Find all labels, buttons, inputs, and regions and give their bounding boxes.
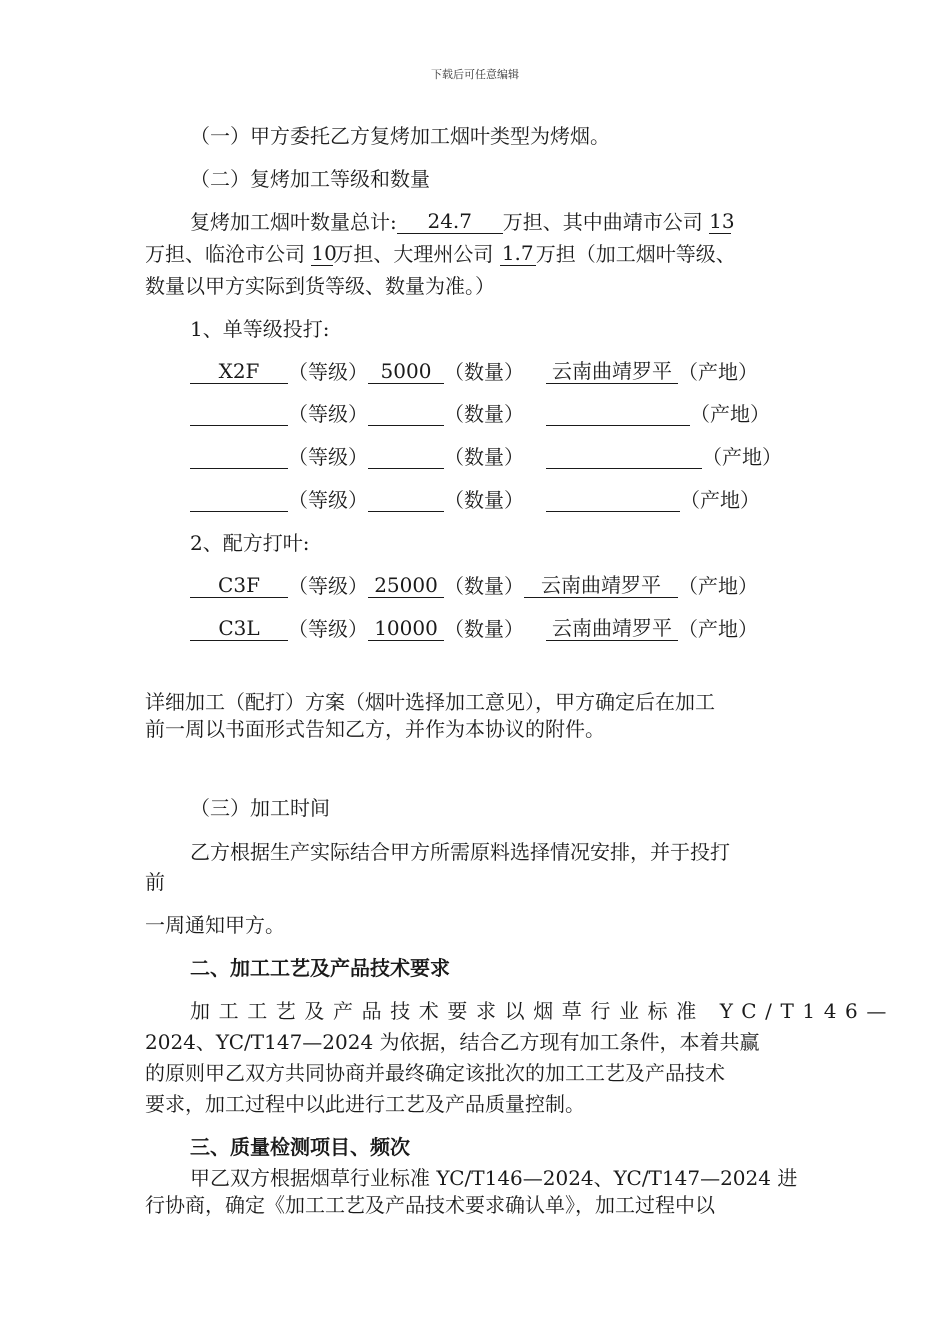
section-2-line-1: 加工工艺及产品技术要求以烟草行业标准 YC/T146— [190, 999, 895, 1023]
single-grade-row [190, 488, 760, 512]
total-mid4: 万担（加工烟叶等级、 [535, 242, 736, 266]
origin-label: （产地） [678, 574, 758, 598]
grade-label: （等级） [288, 617, 368, 641]
processing-time-line-2: 前 [145, 870, 165, 894]
grade-label: （等级） [288, 402, 368, 426]
lincang-value-field: 10 [311, 241, 337, 265]
quantity-label: （数量） [444, 488, 524, 512]
quantity-field [368, 488, 444, 512]
section-3-line-2: 行协商，确定《加工工艺及产品技术要求确认单》，加工过程中以 [145, 1193, 715, 1217]
quantity-label: （数量） [444, 360, 524, 384]
grade-label: （等级） [288, 574, 368, 598]
single-grade-row [190, 402, 770, 426]
processing-time-line-3: 一周通知甲方。 [145, 913, 285, 937]
grade-field: X2F [190, 360, 288, 384]
origin-field: 云南曲靖罗平 [524, 574, 678, 598]
blend-row [190, 617, 758, 641]
section-3-heading: 三、质量检测项目、频次 [190, 1135, 410, 1159]
grade-label: （等级） [288, 488, 368, 512]
single-grade-row [190, 445, 782, 469]
section-3-line-1: 甲乙双方根据烟草行业标准 YC/T146—2024、YC/T147—2024 进 [190, 1166, 798, 1190]
quantity-field: 5000 [368, 360, 444, 384]
grade-field: C3F [190, 574, 288, 598]
qujing-value-field: 13 [709, 209, 735, 233]
page-header: 下载后可任意编辑 [431, 68, 519, 81]
total-quantity-line-3: 数量以甲方实际到货等级、数量为准。） [145, 274, 495, 298]
origin-field [546, 488, 680, 512]
section-2-line-2: 2024、YC/T147—2024 为依据，结合乙方现有加工条件，本着共赢 [145, 1030, 760, 1054]
processing-time-line-1: 乙方根据生产实际结合甲方所需原料选择情况安排，并于投打 [190, 840, 730, 864]
quantity-label: （数量） [444, 445, 524, 469]
section-2-line-4: 要求，加工过程中以此进行工艺及产品质量控制。 [145, 1092, 585, 1116]
total-value-field: 24.7 [397, 210, 503, 234]
origin-label: （产地） [678, 617, 758, 641]
quantity-field [368, 445, 444, 469]
quantity-label: （数量） [444, 574, 524, 598]
grade-field [190, 445, 288, 469]
para-tobacco-type: （一）甲方委托乙方复烤加工烟叶类型为烤烟。 [190, 124, 610, 148]
origin-field: 云南曲靖罗平 [546, 617, 678, 641]
quantity-label: （数量） [444, 402, 524, 426]
dali-value-field: 1.7 [500, 242, 536, 266]
origin-field [546, 445, 702, 469]
total-quantity-line-2 [145, 242, 736, 266]
plan-line-2: 前一周以书面形式告知乙方，并作为本协议的附件。 [145, 717, 605, 741]
plan-line-1: 详细加工（配打）方案（烟叶选择加工意见），甲方确定后在加工 [145, 690, 715, 714]
origin-label: （产地） [690, 402, 770, 426]
section-2-heading: 二、加工工艺及产品技术要求 [190, 956, 450, 980]
quantity-field: 10000 [368, 617, 444, 641]
grade-field [190, 488, 288, 512]
origin-field [546, 402, 690, 426]
quantity-field: 25000 [368, 574, 444, 598]
origin-label: （产地） [680, 488, 760, 512]
para-grade-quantity-title: （二）复烤加工等级和数量 [190, 167, 430, 191]
quantity-field [368, 402, 444, 426]
blend-row [190, 574, 758, 598]
grade-field [190, 402, 288, 426]
processing-time-title: （三）加工时间 [190, 796, 330, 820]
total-mid1: 万担、其中曲靖市公司 [502, 210, 703, 234]
single-grade-row [190, 360, 758, 384]
total-mid3: 万担、大理州公司 [333, 242, 494, 266]
origin-label: （产地） [702, 445, 782, 469]
total-prefix: 复烤加工烟叶数量总计: [190, 210, 397, 234]
section-2-line-3: 的原则甲乙双方共同协商并最终确定该批次的加工工艺及产品技术 [145, 1061, 725, 1085]
total-mid2: 万担、临沧市公司 [145, 242, 305, 266]
grade-field: C3L [190, 617, 288, 641]
origin-field: 云南曲靖罗平 [546, 360, 678, 384]
origin-label: （产地） [678, 360, 758, 384]
quantity-label: （数量） [444, 617, 524, 641]
single-grade-title: 1、单等级投打: [190, 317, 330, 341]
blend-title: 2、配方打叶: [190, 531, 310, 555]
grade-label: （等级） [288, 360, 368, 384]
grade-label: （等级） [288, 445, 368, 469]
total-quantity-line [190, 209, 735, 234]
